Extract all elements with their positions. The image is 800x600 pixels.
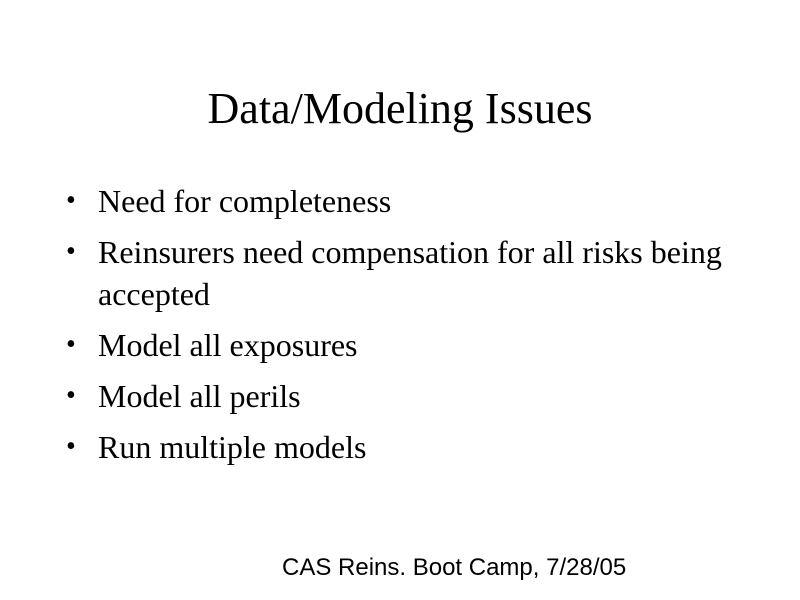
list-item — [66, 324, 726, 366]
slide-title: Data/Modeling Issues — [207, 84, 593, 133]
bullet-icon: • — [66, 329, 76, 360]
bullet-text: Model all exposures — [98, 327, 358, 363]
list-item — [66, 375, 726, 417]
list-item — [66, 426, 726, 468]
bullet-list — [66, 180, 726, 477]
bullet-text: Reinsurers need compensation for all risks being accepted — [98, 234, 722, 312]
bullet-icon: • — [66, 185, 76, 216]
bullet-icon: • — [66, 431, 76, 462]
bullet-text: Need for completeness — [98, 183, 392, 219]
list-item — [66, 231, 726, 315]
bullet-text: Model all perils — [98, 378, 301, 414]
slide-footer: CAS Reins. Boot Camp, 7/28/05 — [282, 554, 627, 581]
bullet-text: Run multiple models — [98, 429, 367, 465]
list-item — [66, 180, 726, 222]
bullet-icon: • — [66, 380, 76, 411]
bullet-icon: • — [66, 236, 76, 267]
